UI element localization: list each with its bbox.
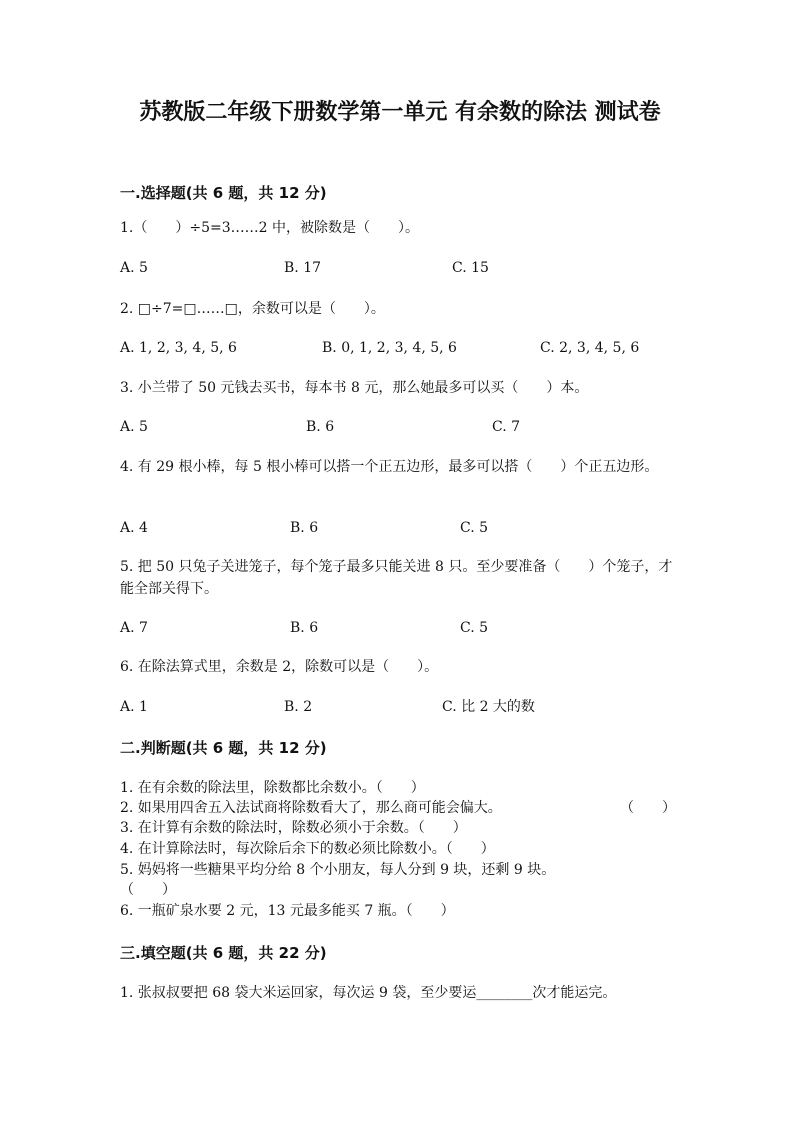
choice-2-option-b: B. 0, 1, 2, 3, 4, 5, 6 — [322, 340, 457, 356]
tf-question-5: 5. 妈妈将一些糖果平均分给 8 个小朋友，每人分到 9 块，还剩 9 块。 — [120, 862, 556, 878]
choice-4-option-b: B. 6 — [290, 520, 319, 536]
choice-3-option-c: C. 7 — [492, 419, 521, 435]
choice-5-option-c: C. 5 — [460, 620, 489, 636]
tf-question-2 — [120, 798, 680, 818]
choice-6-option-c: C. 比 2 大的数 — [442, 699, 535, 715]
tf-question-3: 3. 在计算有余数的除法时，除数必须小于余数。（ ） — [120, 820, 467, 836]
choice-2-option-c: C. 2, 3, 4, 5, 6 — [540, 340, 640, 356]
tf-question-2-text: 2. 如果用四舍五入法试商将除数看大了，那么商可能会偏大。 — [120, 800, 502, 816]
page-title: 苏教版二年级下册数学第一单元 有余数的除法 测试卷 — [139, 99, 661, 125]
choice-6-option-b: B. 2 — [284, 699, 313, 715]
choice-question-6: 6. 在除法算式里，余数是 2，除数可以是（ ）。 — [120, 659, 439, 675]
choice-question-2: 2. □÷7=□……□，余数可以是（ ）。 — [120, 301, 385, 317]
choice-question-5: 5. 把 50 只兔子关进笼子，每个笼子最多只能关进 8 只。至少要准备（ ）个笼子，才能全部关得下。 — [120, 559, 673, 597]
choice-3-option-a: A. 5 — [120, 419, 148, 435]
choice-4-option-c: C. 5 — [460, 520, 489, 536]
choice-1-option-b: B. 17 — [284, 260, 322, 276]
tf-question-1: 1. 在有余数的除法里，除数都比余数小。（ ） — [120, 780, 425, 796]
section-heading-choice: 一.选择题(共 6 题，共 12 分) — [120, 184, 327, 202]
choice-5-option-b: B. 6 — [290, 620, 319, 636]
choice-2-option-a: A. 1, 2, 3, 4, 5, 6 — [120, 340, 237, 356]
choice-question-4: 4. 有 29 根小棒，每 5 根小棒可以搭一个正五边形，最多可以搭（ ）个正五边形。 — [120, 459, 659, 475]
tf-question-5-answer-parens: （ ） — [120, 882, 176, 898]
choice-3-option-b: B. 6 — [306, 419, 335, 435]
tf-question-4: 4. 在计算除法时，每次除后余下的数必须比除数小。（ ） — [120, 841, 495, 857]
tf-question-2-answer-parens: （ ） — [620, 800, 676, 816]
choice-1-option-a: A. 5 — [120, 260, 148, 276]
choice-5-option-a: A. 7 — [120, 620, 148, 636]
fill-question-1: 1. 张叔叔要把 68 袋大米运回家，每次运 9 袋，至少要运________次才能运完。 — [120, 985, 617, 1001]
choice-4-option-a: A. 4 — [120, 520, 148, 536]
section-heading-fill: 三.填空题(共 6 题，共 22 分) — [120, 944, 327, 962]
choice-question-3: 3. 小兰带了 50 元钱去买书，每本书 8 元，那么她最多可以买（ ）本。 — [120, 380, 589, 396]
choice-6-option-a: A. 1 — [120, 699, 148, 715]
choice-1-option-c: C. 15 — [452, 260, 489, 276]
tf-question-6: 6. 一瓶矿泉水要 2 元，13 元最多能买 7 瓶。（ ） — [120, 903, 455, 919]
choice-question-1: 1.（ ）÷5=3……2 中，被除数是（ ）。 — [120, 220, 419, 236]
section-heading-true-false: 二.判断题(共 6 题，共 12 分) — [120, 739, 327, 757]
